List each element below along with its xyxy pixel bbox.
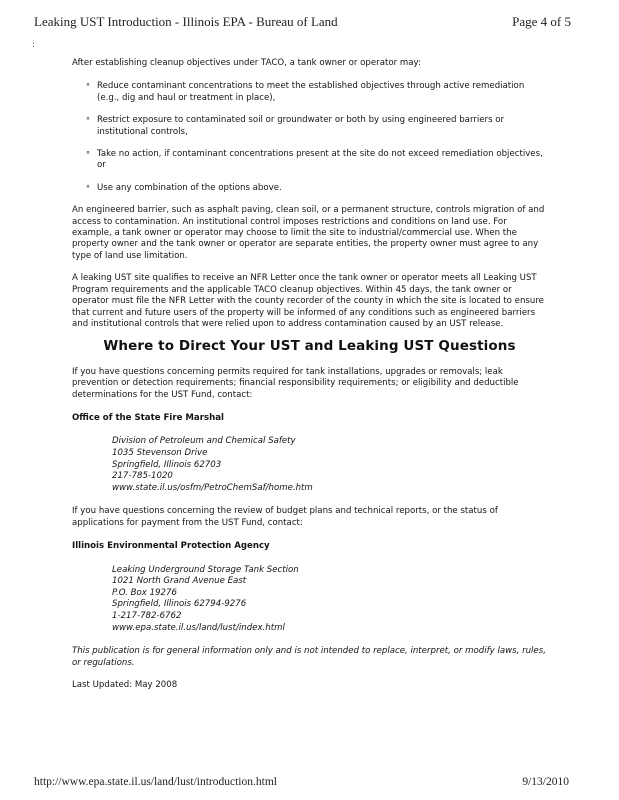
print-footer-date: 9/13/2010	[522, 776, 569, 788]
address-line: 1035 Stevenson Drive	[112, 447, 208, 458]
phone-number: 217-785-1020	[112, 471, 173, 482]
disclaimer: This publication is for general information only and is not intended to replace, interpret, or modify laws, rules, or regulations.	[72, 646, 546, 668]
intro-paragraph: After establishing cleanup objectives under TACO, a tank owner or operator may:	[72, 58, 421, 68]
epa-heading: Illinois Environmental Protection Agency	[72, 541, 270, 552]
fire-marshal-heading: Office of the State Fire Marshal	[72, 412, 224, 423]
address-line: P.O. Box 19276	[112, 587, 177, 598]
margin-mark: :	[32, 40, 36, 50]
address-line: Leaking Underground Storage Tank Section	[112, 564, 299, 575]
bullet-icon: °	[86, 82, 90, 92]
print-footer-url: http://www.epa.state.il.us/land/lust/introduction.html	[34, 776, 277, 788]
bullet-icon: °	[86, 116, 90, 126]
bullet-icon: °	[86, 150, 90, 160]
print-header-page-number: Page 4 of 5	[512, 14, 571, 29]
option-text: Reduce contaminant concentrations to meet the established objectives through active remediation (e.g., dig and haul or treatment in place),	[97, 81, 525, 103]
epa-address	[112, 565, 547, 635]
address-line: 1021 North Grand Avenue East	[112, 576, 247, 587]
option-text: Restrict exposure to contaminated soil or groundwater or both by using engineered barriers or institutional controls,	[97, 115, 505, 137]
fire-marshal-address	[112, 436, 547, 494]
epa-website: www.epa.state.il.us/land/lust/index.html	[112, 622, 285, 633]
option-item	[86, 149, 547, 172]
nfr-letter-paragraph: A leaking UST site qualifies to receive an NFR Letter once the tank owner or operator meets all Leaking UST Program requirements and the applicable TACO cleanup objectives. Within 45 days, the tank owner or operator must file the NFR Letter with the county recorder of the county in which the site is located to ensure that current and future users of the property will be informed of any conditions such as engineered barriers and institutional controls that were relied upon to address contamination caused by an UST release.	[72, 273, 544, 329]
address-line: Division of Petroleum and Chemical Safety	[112, 436, 296, 447]
document-body	[72, 58, 547, 691]
option-item	[86, 81, 547, 104]
option-text: Take no action, if contaminant concentrations present at the site do not exceed remediation objectives, or	[97, 149, 543, 171]
address-line: Springfield, Illinois 62703	[112, 459, 222, 470]
option-text: Use any combination of the options above.	[97, 182, 282, 193]
bullet-icon: °	[86, 183, 90, 193]
engineered-barrier-paragraph: An engineered barrier, such as asphalt paving, clean soil, or a permanent structure, controls migration of and access to contamination. An institutional control imposes restrictions and conditions on land use. For example, a tank owner or operator may choose to limit the site to industrial/commercial use. When the property owner and the tank owner or operator are separate entities, the property owner must agree to any type of land use limitation.	[72, 205, 545, 261]
epa-intro-paragraph: If you have questions concerning the review of budget plans and technical reports, or the status of applications for payment from the UST Fund, contact:	[72, 506, 498, 528]
option-item	[86, 115, 547, 138]
options-list	[72, 81, 547, 194]
last-updated: Last Updated: May 2008	[72, 679, 178, 690]
fire-marshal-intro-paragraph: If you have questions concerning permits required for tank installations, upgrades or removals; leak prevention or detection requirements; financial responsibility requirements; or eligibility and deductible determinations for the UST Fund, contact:	[72, 366, 519, 400]
phone-number: 1-217-782-6762	[112, 610, 182, 621]
address-line: Springfield, Illinois 62794-9276	[112, 599, 247, 610]
print-header-title: Leaking UST Introduction - Illinois EPA - Bureau of Land	[34, 14, 338, 29]
fire-marshal-website: www.state.il.us/osfm/PetroChemSaf/home.htm	[112, 482, 313, 493]
section-heading: Where to Direct Your UST and Leaking UST Questions	[103, 338, 516, 355]
option-item	[86, 183, 547, 194]
